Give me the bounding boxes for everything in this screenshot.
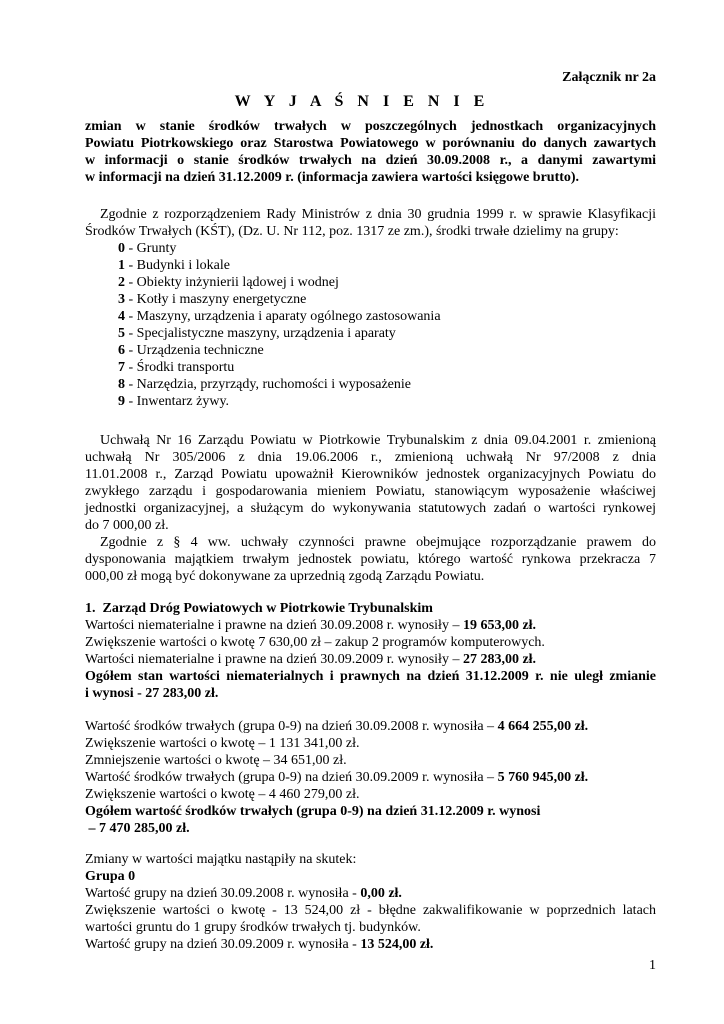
fixed-assets-total-line: Ogółem wartość środków trwałych (grupa 0-9) na dzień 31.12.2009 r. wynosi bbox=[85, 804, 541, 819]
annex-label: Załącznik nr 2a bbox=[562, 70, 656, 85]
subtitle-line: Powiatu Piotrkowskiego oraz Starostwa Powiatowego w porównaniu do danych zawartych bbox=[85, 136, 656, 151]
intro-line: Środków Trwałych (KŚT), (Dz. U. Nr 112, poz. 1317 ze zm.), środki trwałe dzielimy na grupy: bbox=[85, 224, 619, 239]
intangible-line: Wartości niematerialne i prawne na dzień 30.09.2009 r. wynosiły – 27 283,00 zł. bbox=[85, 652, 537, 667]
intangible-total-line: i wynosi - 27 283,00 zł. bbox=[85, 686, 219, 701]
section-heading: 1. Zarząd Dróg Powiatowych w Piotrkowie Trybunalskim bbox=[85, 601, 433, 616]
group-item: 9 - Inwentarz żywy. bbox=[118, 394, 230, 409]
group0-heading: Grupa 0 bbox=[85, 869, 136, 884]
group-item: 4 - Maszyny, urządzenia i aparaty ogólnego zastosowania bbox=[118, 309, 441, 324]
group-item: 1 - Budynki i lokale bbox=[118, 258, 230, 273]
page-number: 1 bbox=[649, 958, 656, 973]
fixed-assets-line: Wartość środków trwałych (grupa 0-9) na dzień 30.09.2008 r. wynosiła – 4 664 255,00 zł. bbox=[85, 719, 589, 734]
resolution-line: uchwałą Nr 305/2006 z dnia 19.06.2006 r., zmienioną uchwałą Nr 97/2008 z dnia bbox=[85, 450, 656, 465]
fixed-assets-line: Zwiększenie wartości o kwotę – 4 460 279,00 zł. bbox=[85, 787, 360, 802]
resolution-line: do 7 000,00 zł. bbox=[85, 518, 169, 533]
fixed-assets-line: Wartość środków trwałych (grupa 0-9) na dzień 30.09.2009 r. wynosiła – 5 760 945,00 zł. bbox=[85, 770, 589, 785]
group0-line: Zwiększenie wartości o kwotę - 13 524,00 zł - błędne zakwalifikowanie w poprzednich latach bbox=[85, 903, 656, 918]
paragraph4-line: dysponowania majątkiem trwałym jednostek powiatu, którego wartość rynkowa przekracza 7 bbox=[85, 552, 656, 567]
resolution-line: zwykłego zarządu i gospodarowania mieniem Powiatu, stanowiącym wyposażenie właściwej bbox=[85, 484, 656, 499]
resolution-line: jednostki organizacyjnej, a służącym do wykonywania statutowych zadań o wartości rynkowej bbox=[85, 501, 656, 516]
group-item: 3 - Kotły i maszyny energetyczne bbox=[118, 292, 307, 307]
subtitle-line: w informacji o stanie środków trwałych na dzień 30.09.2008 r., a danymi zawartymi bbox=[85, 153, 656, 168]
intangible-total-line: Ogółem stan wartości niematerialnych i prawnych na dzień 31.12.2009 r. nie uległ zmianie bbox=[85, 669, 656, 684]
group0-line: Wartość grupy na dzień 30.09.2008 r. wynosiła - 0,00 zł. bbox=[85, 886, 402, 901]
fixed-assets-total-line: – 7 470 285,00 zł. bbox=[85, 821, 190, 836]
resolution-line: Uchwałą Nr 16 Zarządu Powiatu w Piotrkowie Trybunalskim z dnia 09.04.2001 r. zmienioną bbox=[100, 433, 656, 448]
group-item: 0 - Grunty bbox=[118, 241, 177, 256]
intro-line: Zgodnie z rozporządzeniem Rady Ministrów z dnia 30 grudnia 1999 r. w sprawie Klasyfikacji bbox=[100, 207, 656, 222]
group-item: 5 - Specjalistyczne maszyny, urządzenia i aparaty bbox=[118, 326, 396, 341]
resolution-line: 11.01.2008 r., Zarząd Powiatu upoważnił Kierowników jednostek organizacyjnych Powiatu do bbox=[85, 467, 656, 482]
paragraph4-line: 000,00 zł mogą być dokonywane za uprzednią zgodą Zarządu Powiatu. bbox=[85, 569, 485, 584]
group0-line: Wartość grupy na dzień 30.09.2009 r. wynosiła - 13 524,00 zł. bbox=[85, 937, 434, 952]
group0-line: wartości gruntu do 1 grupy środków trwałych tj. budynków. bbox=[85, 920, 421, 935]
intangible-line: Zwiększenie wartości o kwotę 7 630,00 zł – zakup 2 programów komputerowych. bbox=[85, 635, 545, 650]
document-title: W Y J A Ś N I E N I E bbox=[234, 93, 490, 110]
group-item: 7 - Środki transportu bbox=[118, 360, 235, 375]
group-item: 6 - Urządzenia techniczne bbox=[118, 343, 264, 358]
changes-intro: Zmiany w wartości majątku nastąpiły na skutek: bbox=[85, 852, 357, 867]
subtitle-line: w informacji na dzień 31.12.2009 r. (informacja zawiera wartości księgowe brutto). bbox=[85, 170, 580, 185]
intangible-line: Wartości niematerialne i prawne na dzień 30.09.2008 r. wynosiły – 19 653,00 zł. bbox=[85, 618, 537, 633]
group-item: 8 - Narzędzia, przyrządy, ruchomości i wyposażenie bbox=[118, 377, 411, 392]
fixed-assets-line: Zwiększenie wartości o kwotę – 1 131 341,00 zł. bbox=[85, 736, 360, 751]
paragraph4-line: Zgodnie z § 4 ww. uchwały czynności prawne obejmujące rozporządzanie prawem do bbox=[100, 535, 656, 550]
subtitle-line: zmian w stanie środków trwałych w poszczególnych jednostkach organizacyjnych bbox=[85, 119, 656, 134]
group-item: 2 - Obiekty inżynierii lądowej i wodnej bbox=[118, 275, 339, 290]
fixed-assets-line: Zmniejszenie wartości o kwotę – 34 651,00 zł. bbox=[85, 753, 347, 768]
